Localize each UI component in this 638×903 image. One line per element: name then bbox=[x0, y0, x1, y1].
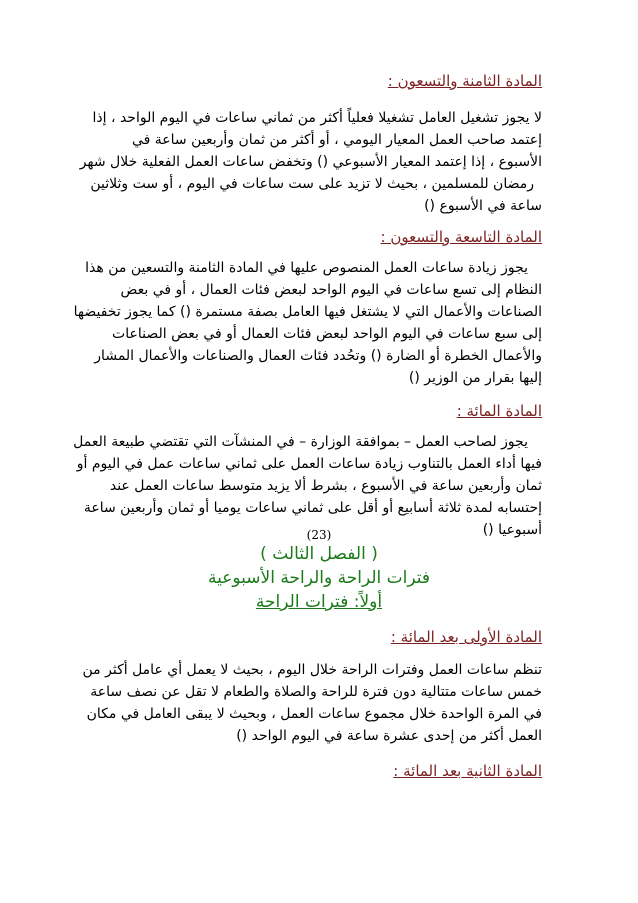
article-98-line-3: الأسبوع ، إذا إعتمد المعيار الأسبوعي () وتخفض ساعات العمل الفعلية خلال شهر bbox=[79, 154, 542, 170]
article-99-line-5: والأعمال الخطرة أو الضارة () وتحُدد فئات العمال والصناعات والأعمال المشار bbox=[94, 348, 542, 364]
article-101-line-1: تنظم ساعات العمل وفترات الراحة خلال اليوم ، بحيث لا يعمل أي عامل أكثر من bbox=[82, 662, 542, 678]
article-100-line-3: ثمان وأربعين ساعة في الأسبوع ، بشرط ألا يزيد متوسط ساعات العمل عند bbox=[109, 478, 542, 494]
article-102-heading: المادة الثانية بعد المائة : bbox=[393, 762, 542, 780]
chapter-subtitle: فترات الراحة والراحة الأسبوعية bbox=[207, 568, 430, 588]
article-99-line-1: يجوز زيادة ساعات العمل المنصوص عليها في المادة الثامنة والتسعين من هذا bbox=[85, 260, 528, 276]
article-98-line-2: إعتمد صاحب العمل المعيار اليومي ، أو أكثر من ثمان وأربعين ساعة في bbox=[131, 132, 542, 148]
article-101-line-4: العمل أكثر من إحدى عشرة ساعة في اليوم الواحد () bbox=[236, 728, 542, 744]
article-99-line-4: إلى سبع ساعات في اليوم الواحد لبعض فئات العمال أو في بعض الصناعات bbox=[112, 326, 542, 342]
article-100-line-4: إحتسابه لمدة ثلاثة أسابيع أو أقل على ثماني ساعات يوميا أو ثمان وأربعين ساعة bbox=[83, 500, 542, 516]
page-number: (23) bbox=[306, 528, 332, 542]
chapter-title: ( الفصل الثالث ) bbox=[260, 544, 378, 564]
article-100-line-1: يجوز لصاحب العمل – بموافقة الوزارة – في المنشآت التي تقتضي طبيعة العمل bbox=[73, 434, 528, 450]
article-98-line-4: رمضان للمسلمين ، بحيث لا تزيد على ست ساعات في اليوم ، أو ست وثلاثين bbox=[90, 176, 534, 192]
article-101-line-3: في المرة الواحدة خلال مجموع ساعات العمل ، وبحيث لا يبقى العامل في مكان bbox=[86, 706, 542, 722]
section-title: أولاً: فترات الراحة bbox=[255, 592, 383, 612]
article-98-heading: المادة الثامنة والتسعون : bbox=[387, 72, 542, 90]
article-99-line-2: النظام إلى تسع ساعات في اليوم الواحد لبعض فئات العمال ، أو في بعض bbox=[120, 282, 542, 298]
article-98-line-1: لا يجوز تشغيل العامل تشغيلا فعلياً أكثر من ثماني ساعات في اليوم الواحد ، إذا bbox=[92, 110, 542, 126]
article-100-line-5: أسبوعيا () bbox=[482, 522, 542, 538]
article-100-line-2: فيها أداء العمل بالتناوب زيادة ساعات العمل على ثماني ساعات عمل في اليوم أو bbox=[76, 456, 542, 472]
article-98-line-5: ساعة في الأسبوع () bbox=[424, 198, 542, 214]
article-100-heading: المادة المائة : bbox=[456, 402, 542, 420]
article-101-line-2: خمس ساعات متتالية دون فترة للراحة والصلاة والطعام لا تقل عن نصف ساعة bbox=[90, 684, 542, 700]
article-101-heading: المادة الأولى بعد المائة : bbox=[390, 628, 542, 646]
article-99-heading: المادة التاسعة والتسعون : bbox=[380, 228, 542, 246]
article-99-line-6: إليها بقرار من الوزير () bbox=[408, 370, 542, 386]
article-99-line-3: الصناعات والأعمال التي لا يشتغل فيها العامل بصفة مستمرة () كما يجوز تخفيضها bbox=[73, 304, 542, 320]
